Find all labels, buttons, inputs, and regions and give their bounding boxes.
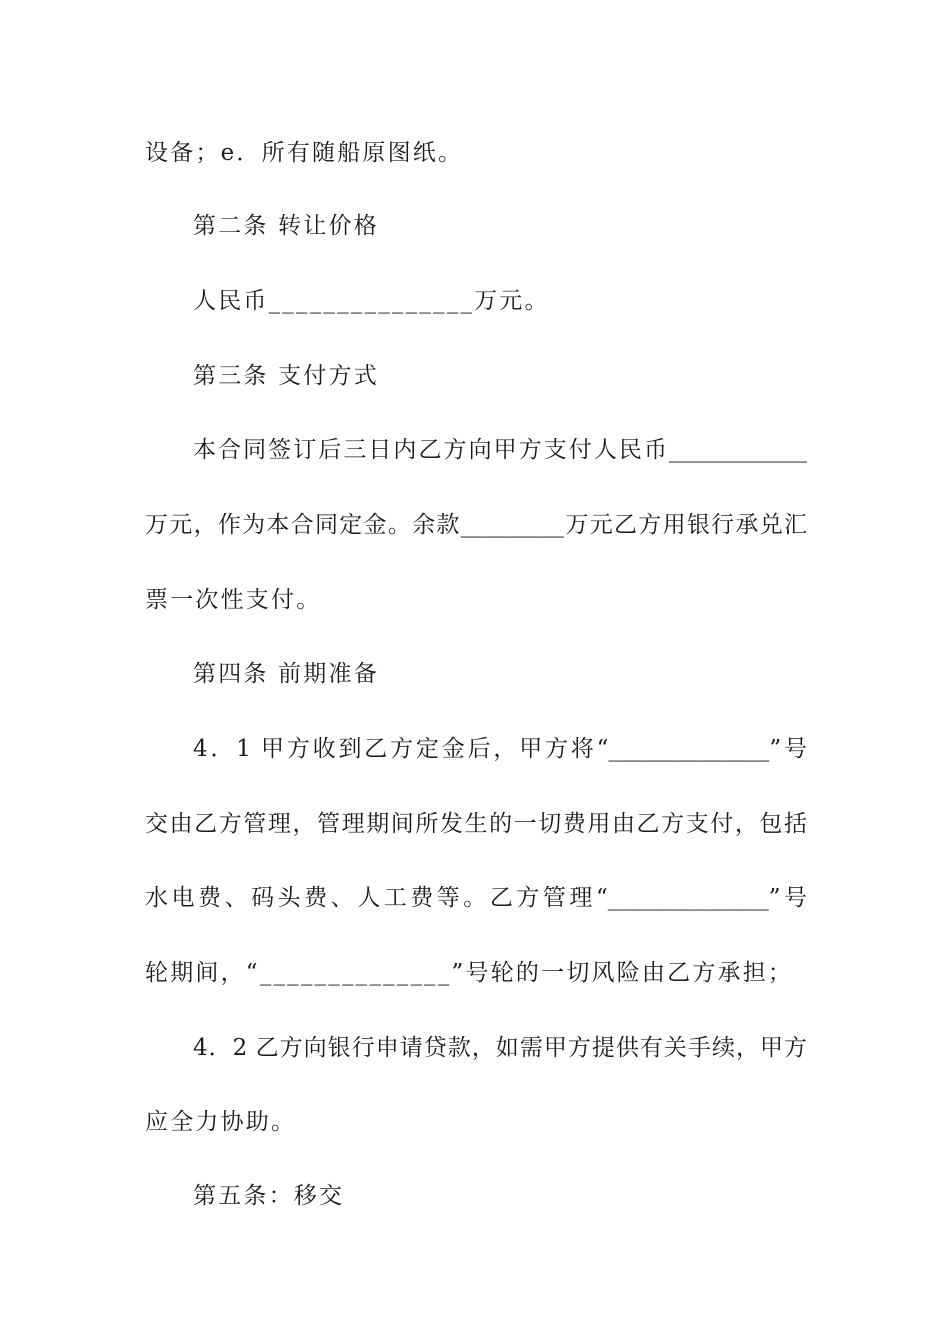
text-line-clause-4-1-start: 4．1 甲方收到乙方定金后，甲方将“______________”号 <box>193 736 807 762</box>
text-line-clause-4-1-management: 交由乙方管理，管理期间所发生的一切费用由乙方支付，包括 <box>145 811 807 837</box>
heading-article-3-payment-method: 第三条 支付方式 <box>193 363 379 389</box>
heading-article-2-transfer-price: 第二条 转让价格 <box>193 213 379 239</box>
text-line-clause-4-2-start: 4．2 乙方向银行申请贷款，如需甲方提供有关手续，甲方 <box>193 1035 807 1061</box>
text-line-deposit-balance: 万元，作为本合同定金。余款_________万元乙方用银行承兑汇 <box>145 512 807 538</box>
text-line-clause-4-2-end: 应全力协助。 <box>145 1109 297 1135</box>
text-line-clause-4-1-fees: 水电费、码头费、人工费等。乙方管理“______________”号 <box>145 885 807 911</box>
text-line-one-time-payment: 票一次性支付。 <box>145 587 322 613</box>
heading-article-5-handover: 第五条：移交 <box>193 1183 345 1209</box>
heading-article-4-preparation: 第四条 前期准备 <box>193 661 379 687</box>
text-line-price-rmb: 人民币_______________万元。 <box>193 288 550 314</box>
text-line-clause-4-1-risk: 轮期间，“______________”号轮的一切风险由乙方承担； <box>145 960 794 986</box>
text-line-equipment-list-end: 设备；e．所有随船原图纸。 <box>145 140 464 166</box>
text-line-deposit-payment: 本合同签订后三日内乙方向甲方支付人民币____________ <box>193 437 807 463</box>
